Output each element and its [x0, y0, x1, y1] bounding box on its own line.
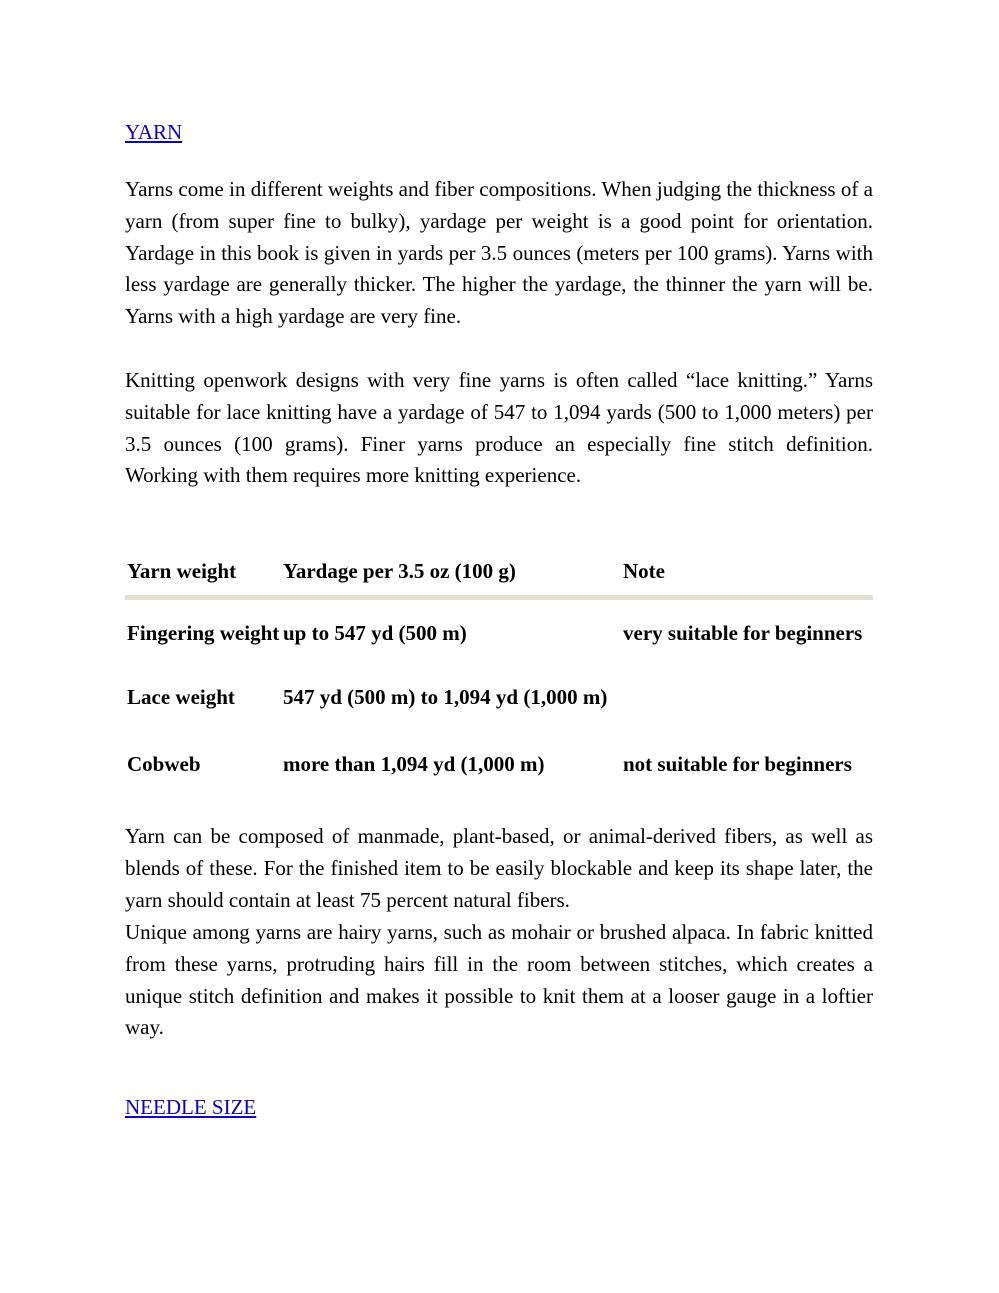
table-cell: Cobweb — [127, 752, 201, 776]
column-header-yardage: Yardage per 3.5 oz (100 g) — [281, 547, 621, 597]
column-header-yarn-weight: Yarn weight — [125, 547, 281, 597]
table-header-row — [125, 547, 873, 597]
table-cell — [621, 665, 873, 729]
paragraph-hairy-yarns: Unique among yarns are hairy yarns, such as mohair or brushed alpaca. In fabric knitted from these yarns, protruding hairs fill in the room between stitches, which creates a unique stitch definition and makes it possible to knit them at a looser gauge in a loftier way. — [125, 920, 873, 1040]
yarn-section-link[interactable]: YARN — [125, 120, 183, 144]
table-row — [125, 729, 873, 799]
needle-size-section-link[interactable]: NEEDLE SIZE — [125, 1095, 257, 1119]
table-row — [125, 597, 873, 665]
paragraph-fiber-composition: Yarn can be composed of manmade, plant-based, or animal-derived fibers, as well as blends of these. For the finished item to be easily blockable and keep its shape later, the yarn should contain at least 75 percent natural fibers. — [125, 824, 873, 912]
table-cell: not suitable for beginners — [623, 752, 852, 776]
table-cell: very suitable for beginners — [623, 621, 863, 646]
paragraph-yarn-weights: Yarns come in different weights and fiber compositions. When judging the thickness of a yarn (from super fine to bulky), yardage per weight is a good point for orientation. Yardage in this book is given in yards per 3.5 ounces (meters per 100 grams). Yarns with less yardage are generally thicker. The higher the yardage, the thinner the yarn will be. Yarns with a high yardage are very fine. — [125, 177, 873, 329]
table-cell: Fingering weight — [127, 621, 280, 646]
table-cell: more than 1,094 yd (1,000 m) — [283, 752, 545, 776]
paragraph-lace-knitting: Knitting openwork designs with very fine yarns is often called “lace knitting.” Yarns suitable for lace knitting have a yardage of 547 to 1,094 yards (500 to 1,000 meters) per 3.5 ounces (100 grams). Finer yarns produce an especially fine stitch definition. Working with them requires more knitting experience. — [125, 368, 873, 488]
yarn-weight-table — [125, 547, 873, 799]
table-cell: up to 547 yd (500 m) — [283, 621, 467, 646]
column-header-note: Note — [621, 547, 873, 597]
table-cell: Lace weight — [127, 685, 235, 709]
table-row — [125, 665, 873, 729]
table-cell: 547 yd (500 m) to 1,094 yd (1,000 m) — [283, 685, 608, 709]
